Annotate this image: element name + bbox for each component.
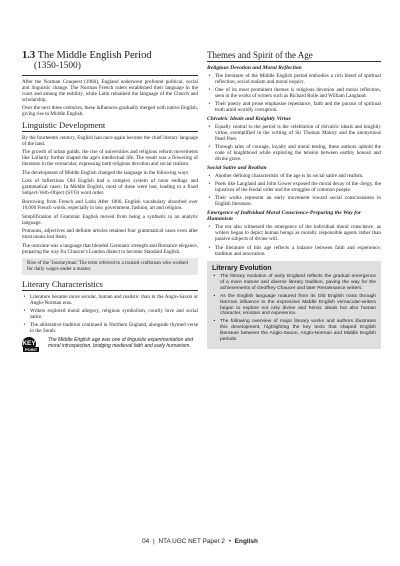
journeyman-note: Rise of the 'Journeyman' The term referred to a trained craftsman who worked for daily wages under a master. [22, 258, 198, 275]
list-item: • Writers explored moral allegory, religious symbolism, courtly love and social satire. [22, 308, 198, 320]
block-list [207, 73, 381, 114]
evolution-list [212, 274, 376, 342]
section-title-text: The Middle English Period [37, 50, 152, 61]
list-item: • The literary evolution of early England reflects the gradual emergence of a more mature and diverse literary tradition, paving the way for the achievements of Geoffrey Chaucer and later Renaissance writers. [212, 274, 376, 291]
ling-paragraph: Pronouns, adjectives and definite articles retained four grammatical cases even after most nouns lost them. [22, 228, 198, 241]
intro-paragraph: Over the next three centuries, these influences gradually merged with native English, giving rise to Middle English. [22, 105, 198, 118]
linguistic-development-heading: Linguistic Development [22, 119, 106, 130]
ling-paragraph: The development of Middle English changed the language in the following ways [22, 169, 189, 176]
block-list [207, 124, 381, 163]
list-item: • Their poetry and prose emphasise repentance, faith and the pursuit of spiritual truth amid worldly corruption. [207, 101, 381, 113]
ling-paragraph: The growth of urban guilds, the rise of universities and religious reform movements like Lollardy further shaped the age's intellectual life. The result was a flowering of literature in the vernacular, expressing both religious devotion and social realism. [22, 149, 198, 168]
list-item: • The alliterative tradition continued in Northern England, alongside rhymed verse in the South. [22, 322, 198, 334]
divider [22, 290, 198, 291]
block-list [207, 224, 381, 257]
subject-label: English [234, 538, 258, 545]
literary-characteristics-list [22, 294, 198, 335]
list-item: • The following overview of major literary works and authors illustrates this development, highlighting the key texts that shaped English literature between the Anglo-Saxon, Anglo-Norman and Middle English periods. [212, 319, 376, 342]
block-title: Religious Devotion and Moral Reflection [207, 64, 302, 71]
left-column [22, 50, 198, 351]
section-number: 1.3 [22, 50, 36, 61]
right-column [207, 50, 381, 349]
intro-paragraph: After the Norman Conquest (1066), England underwent profound political, social and linguistic change. The Norman French rulers established their language in the court and among the nobility, while Latin remained the language of the Church and scholarship. [22, 78, 198, 103]
literary-characteristics-heading: Literary Characteristics [22, 279, 103, 290]
ling-paragraph: By the fourteenth century, English had once again become the chief literary language of the land. [22, 134, 198, 147]
key-point-badge: KEY [22, 337, 36, 351]
ling-paragraph: Loss of Inflections Old English had a complex system of noun endings and grammatical cases. In Middle English, most of these were lost, leading to a fixed Subject-Verb-Object (SVO) word order. [22, 178, 198, 197]
list-item: • Another defining characteristic of the age is its social satire and realism. [207, 173, 381, 179]
list-item: • The era also witnessed the emergence of the individual moral conscience, as writers began to depict human beings as morally responsible agents rather than passive subjects of divine will. [207, 224, 381, 242]
list-item: • Poets like Langland and John Gower exposed the moral decay of the clergy, the injustices of the feudal order and the struggles of common people. [207, 181, 381, 193]
list-item: • One of its most prominent themes is religious devotion and moral reflection, seen in the works of writers such as Richard Rolle and William Langland. [207, 87, 381, 99]
divider [22, 131, 198, 132]
block-title: Social Satire and Realism [207, 164, 267, 171]
list-item: • As the English language matured from its Old English roots through Norman influence to the expressive Middle English vernacular-writers began to explore not only divine and heroic ideals but also human character, emotion and experience. [212, 294, 376, 317]
footer-separator: | [153, 538, 155, 545]
key-point [22, 337, 198, 351]
page-number: 04 [142, 538, 150, 545]
key-point-tag: POINT [25, 346, 38, 352]
section-years: (1350-1500) [34, 61, 81, 71]
literary-evolution-box [207, 261, 381, 349]
list-item: • Their works represent an early movement toward social consciousness in English literature. [207, 195, 381, 207]
footer-separator: • [228, 538, 232, 545]
list-item: • Literature became more secular, human and realistic than in the Anglo-Saxon or Anglo-Norman eras. [22, 294, 198, 306]
ling-paragraph: Simplification of Grammar English moved from being a synthetic to an analytic language. [22, 213, 198, 226]
key-point-text: The Middle English age was one of linguistic experimentation and moral introspection, bridging medieval faith and early humanism. [48, 336, 194, 349]
block-list [207, 173, 381, 208]
block-title: Emergence of Individual Moral Conscience-Preparing the Way for Humanism [207, 209, 362, 223]
ling-paragraph: The outcome was a language that blended Germanic strength and Romance elegance, preparing the way for Chaucer's London dialect to become Standard English. [22, 242, 198, 255]
page-footer [0, 538, 400, 546]
divider [22, 75, 198, 76]
list-item: • The literature of the Middle English period embodies a rich blend of spiritual reflection, social realism and moral inquiry. [207, 73, 381, 85]
list-item: • Equally central to the period is the celebration of chivalric ideals and knightly virtue, exemplified in the writing of Sir Thomas Malory and the anonymous Pearl Poet. [207, 124, 381, 142]
block-title: Chivalric Ideals and Knightly Virtue [207, 115, 291, 122]
ling-paragraph: Borrowing from French and Latin After 1066, English vocabulary absorbed over 10,000 French words, especially in law, government, fashion, art and religion. [22, 198, 198, 212]
themes-heading: Themes and Spirit of the Age [207, 50, 313, 60]
literary-evolution-title: Literary Evolution [212, 264, 272, 272]
list-item: • Through tales of courage, loyalty and moral testing, these authors uphold the code of knighthood while exploring the tension between earthly honour and divine grace. [207, 144, 381, 162]
book-title: NTA UGC NET Paper 2 [158, 538, 225, 545]
list-item: • The literature of this age reflects a balance between faith and experience, tradition and innovation. [207, 245, 381, 257]
divider [207, 61, 381, 62]
key-point-icon [22, 337, 44, 351]
section-title [22, 50, 198, 61]
